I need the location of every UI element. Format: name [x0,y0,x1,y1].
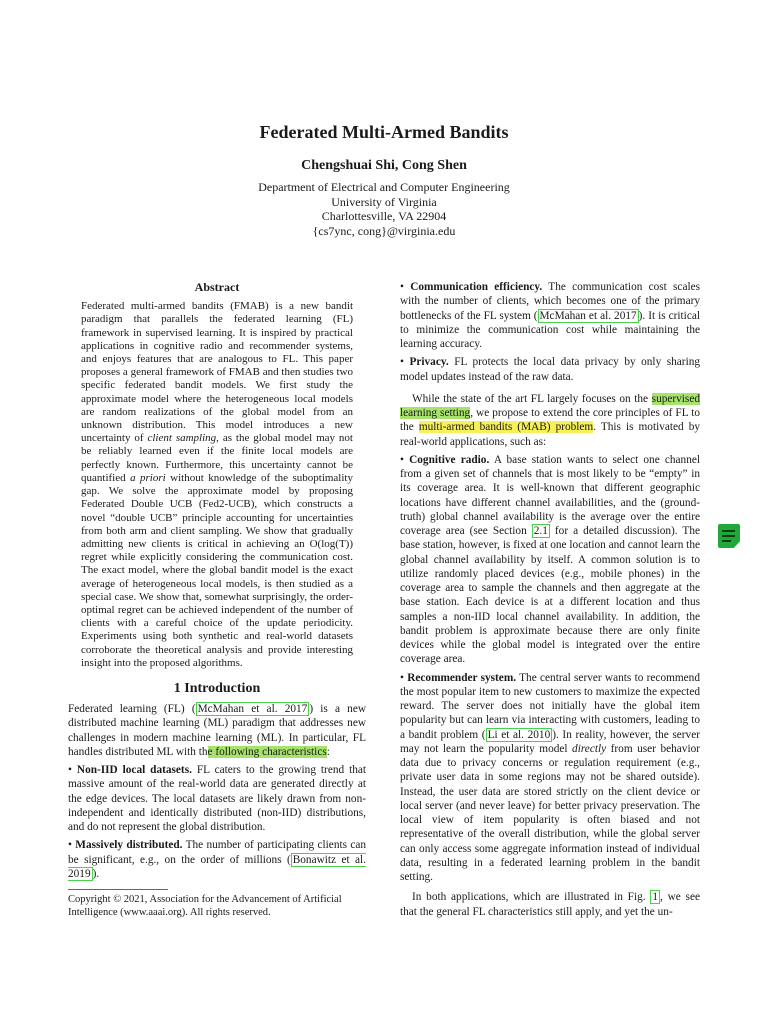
bullet-text: The central server wants to recommend the most popular item to new customers to maximize the expected reward. The server does not initially have the global item popularity but can learn via interacting with customers, leading to a bandit problem ( [400,671,700,741]
bullet-lead: Massively distributed. [75,839,183,852]
highlight-annotation-yellow[interactable]: multi-armed bandits (MAB) problem [418,421,594,434]
affiliation-university: University of Virginia [331,194,437,209]
right-column [400,280,700,923]
bullet-text-end: ). [92,867,100,880]
affiliation-block [0,180,768,238]
affiliation-email: {cs7ync, cong}@virginia.edu [312,223,456,238]
bullet-text: The number of participating clients can be significant, e.g., on the order of millions ( [68,839,367,866]
bullet-lead: Privacy. [409,356,449,369]
bullet-lead: Non-IID local datasets. [76,764,192,777]
citation-link[interactable]: Bonawitz et al. 2019 [68,853,366,880]
bullet-privacy: • Privacy. FL protects the local data privacy by only sharing model updates instead of the raw data. [400,356,700,383]
bullet-text: FL protects the local data privacy by only sharing model updates instead of the raw data. [400,356,700,383]
abstract-text-2: , as the global model may not be reliably learned even if the finite local models are perfectly known. Furthermore, this uncertainty cannot be quantified [81,432,353,484]
abstract-emphasis-2: a priori [130,471,166,484]
section-heading-introduction: 1 Introduction [173,680,261,696]
paragraph-text-2: , we propose to extend the core principles of FL to the [400,407,700,434]
bullet-text: FL caters to the growing trend that massive amount of the real-world data are generated directly at the edge devices. The local datasets are likely drawn from non-independent and identically distributed (non-IID) distributions, and do not represent the global distribution. [68,764,367,834]
abstract-emphasis-1: client sampling [147,432,217,445]
applications-paragraph [400,890,700,919]
intro-text-2: ) is a new distributed machine learning (ML) paradigm that addresses new challenges in modern machine learning (ML). In particular, FL handles distributed ML with th [68,703,367,758]
citation-link[interactable]: McMahan et al. 2017 [197,703,308,716]
paragraph-text-2: , we see that the general FL characteristics still apply, and yet the un- [400,891,700,918]
bullet-cognitive-radio: • Cognitive radio. A base station wants to select one channel from a given set of channels that is most likely to be “empty” in its coverage area. It is well-known that different geographic locations have different channel availabilities, and the (ground-truth) global channel availability is the average over the entire coverage area (see Section 2.1 for a detailed discussion). The base station, however, is fixed at one location and cannot learn the global channel availability by itself. A common solution is to utilize randomly placed devices (e.g., mobile phones) in the coverage area to sample the channels and then aggregate at the base station. Each device is at a different location and thus samples a non-IID local channel availability. In addition, the bandit problem is approximate because there are only finite devices while the global model is integrated over the entire coverage area. [400,453,701,666]
citation-link[interactable]: Li et al. 2010 [487,728,551,741]
intro-paragraph [68,702,366,759]
paragraph-text-1: While the state of the art FL largely focuses on the [412,392,652,405]
abstract-body [81,300,353,670]
left-column [68,280,366,919]
figure-link[interactable]: 1 [652,891,659,904]
abstract-text-1: Federated multi-armed bandits (FMAB) is a new bandit paradigm that parallels the federated learning (FL) framework in supervised learning. It is inspired by practical applications in cognitive radio and recommender systems, and enjoys features that are analogous to FL. This paper proposes a general framework of FMAB and then studies two specific federated bandit models. We first study the approximate model where the heterogeneous local models are random realizations of the global model from an unknown distribution. This model introduces a new uncertainty of [81,300,353,445]
paper-authors: Chengshuai Shi, Cong Shen [301,158,467,173]
sticky-note-icon[interactable] [718,524,740,548]
bullet-lead: Recommender system. [407,671,517,684]
motivation-paragraph [400,392,700,449]
bullet-text-end: ). It is critical to minimize the communication cost while maintaining the learning accuracy. [400,309,700,350]
section-link[interactable]: 2.1 [533,525,548,537]
emphasis-text: directly [572,742,607,755]
bullet-lead: Cognitive radio. [409,453,490,466]
highlight-annotation[interactable]: e following characteristics [207,745,327,758]
paragraph-text-1: In both applications, which are illustrated in Fig. [412,891,651,904]
footnote-rule [68,889,168,890]
bullet-lead: Communication efficiency. [410,281,543,293]
bullet-text-end: from user behavior data due to privacy concerns or regulation requirement (e.g., private user data in some regions may not be shared outside). Instead, the user data are stored strictly on the client device or local server (and never leave) for better privacy preservation. The local view of item popularity is often biased and not representative of the overall distribution, while the global server can only access some aggregate information instead of individual data, resulting in a federated learning problem in the bandit setting. [400,742,700,883]
abstract-text-3: without knowledge of the suboptimality gap. We solve the approximate model by proposing Federated Double UCB (Fed2-UCB), which constructs a novel “double UCB” principle accounting for uncertainties from both arm and client sampling. We show that gradually admitting new clients is critical in achieving an O(log(T)) regret while explicitly considering the communication cost. The exact model, where the global bandit model is the exact average of heterogeneous local models, is then studied as a special case. We show that, somewhat surprisingly, the order-optimal regret can be achieved independent of the number of clients with a careful choice of the update periodicity. Experiments using both synthetic and real-world datasets corroborate the theoretical analysis and provide interesting insight into the proposed algorithms. [81,471,353,669]
affiliation-address: Charlottesville, VA 22904 [321,209,447,223]
abstract-heading: Abstract [194,280,240,294]
bullet-text-mid: ). In reality, however, the server may not learn the popularity model [400,728,700,755]
bullet-non-iid: • Non-IID local datasets. FL caters to the growing trend that massive amount of the real-world data are generated directly at the edge devices. The local datasets are likely drawn from non-independent and identically distributed (non-IID) distributions, and do not represent the global distribution. [68,764,367,834]
bullet-recommender-system: • Recommender system. The central server wants to recommend the most popular item to new customers to maximize the expected reward. The server does not initially have the global item popularity but can learn via interacting with customers, leading to a bandit problem ( Li et al. 2010 ). In reality, however, the server may not learn the popularity model directly from user behavior data due to privacy concerns or regulation requirement (e.g., private user data in some regions may not be shared outside). Instead, the user data are stored strictly on the client device or local server (and never leave) for better privacy preservation. The local view of item popularity is often biased and not representative of the overall distribution, while the global server can only access some aggregate information instead of individual data, resulting in a federated learning problem in the bandit setting. [400,671,700,883]
copyright-footnote: Copyright © 2021, Association for the Advancement of Artificial Intelligence (www.aaai.org). All rights reserved. [68,894,342,918]
affiliation-department: Department of Electrical and Computer Engineering [258,180,510,194]
intro-text-1: Federated learning (FL) ( [68,703,196,716]
paper-title: Federated Multi-Armed Bandits [259,122,509,142]
citation-link[interactable]: McMahan et al. 2017 [539,309,637,322]
bullet-communication-efficiency: • Communication efficiency. The communication cost scales with the number of clients, which becomes one of the primary bottlenecks of the FL system ( McMahan et al. 2017 ). It is critical to minimize the communication cost while maintaining the learning accuracy. [400,281,701,350]
paragraph-text-3: . This is motivated by real-world applications, such as: [400,421,700,448]
bullet-text-end: for a detailed discussion). The base station, however, is fixed at one location and cannot learn the global channel availability by itself. A common solution is to utilize randomly placed devices (e.g., mobile phones) in the coverage area to sample the channels and then aggregate at the base station. Each device is at a different location and thus samples a non-IID local channel availability. In addition, the bandit problem is approximate because there are only finite devices while the global model is integrated over the entire coverage area. [400,525,700,666]
bullet-text: A base station wants to select one channel from a given set of channels that is most likely to be “empty” in its coverage area. It is well-known that different geographic locations have different channel availabilities, and the (ground-truth) global channel availability is the average over the entire coverage area (see Section [400,453,701,537]
highlight-annotation[interactable]: supervised learning setting [400,392,700,419]
bullet-text: The communication cost scales with the number of clients, which becomes one of the primary bottlenecks of the FL system ( [400,281,701,322]
bullet-massively-distributed: • Massively distributed. The number of participating clients can be significant, e.g., on the order of millions ( Bonawitz et al. 2019 ). [68,839,367,880]
intro-text-3: : [326,745,330,758]
